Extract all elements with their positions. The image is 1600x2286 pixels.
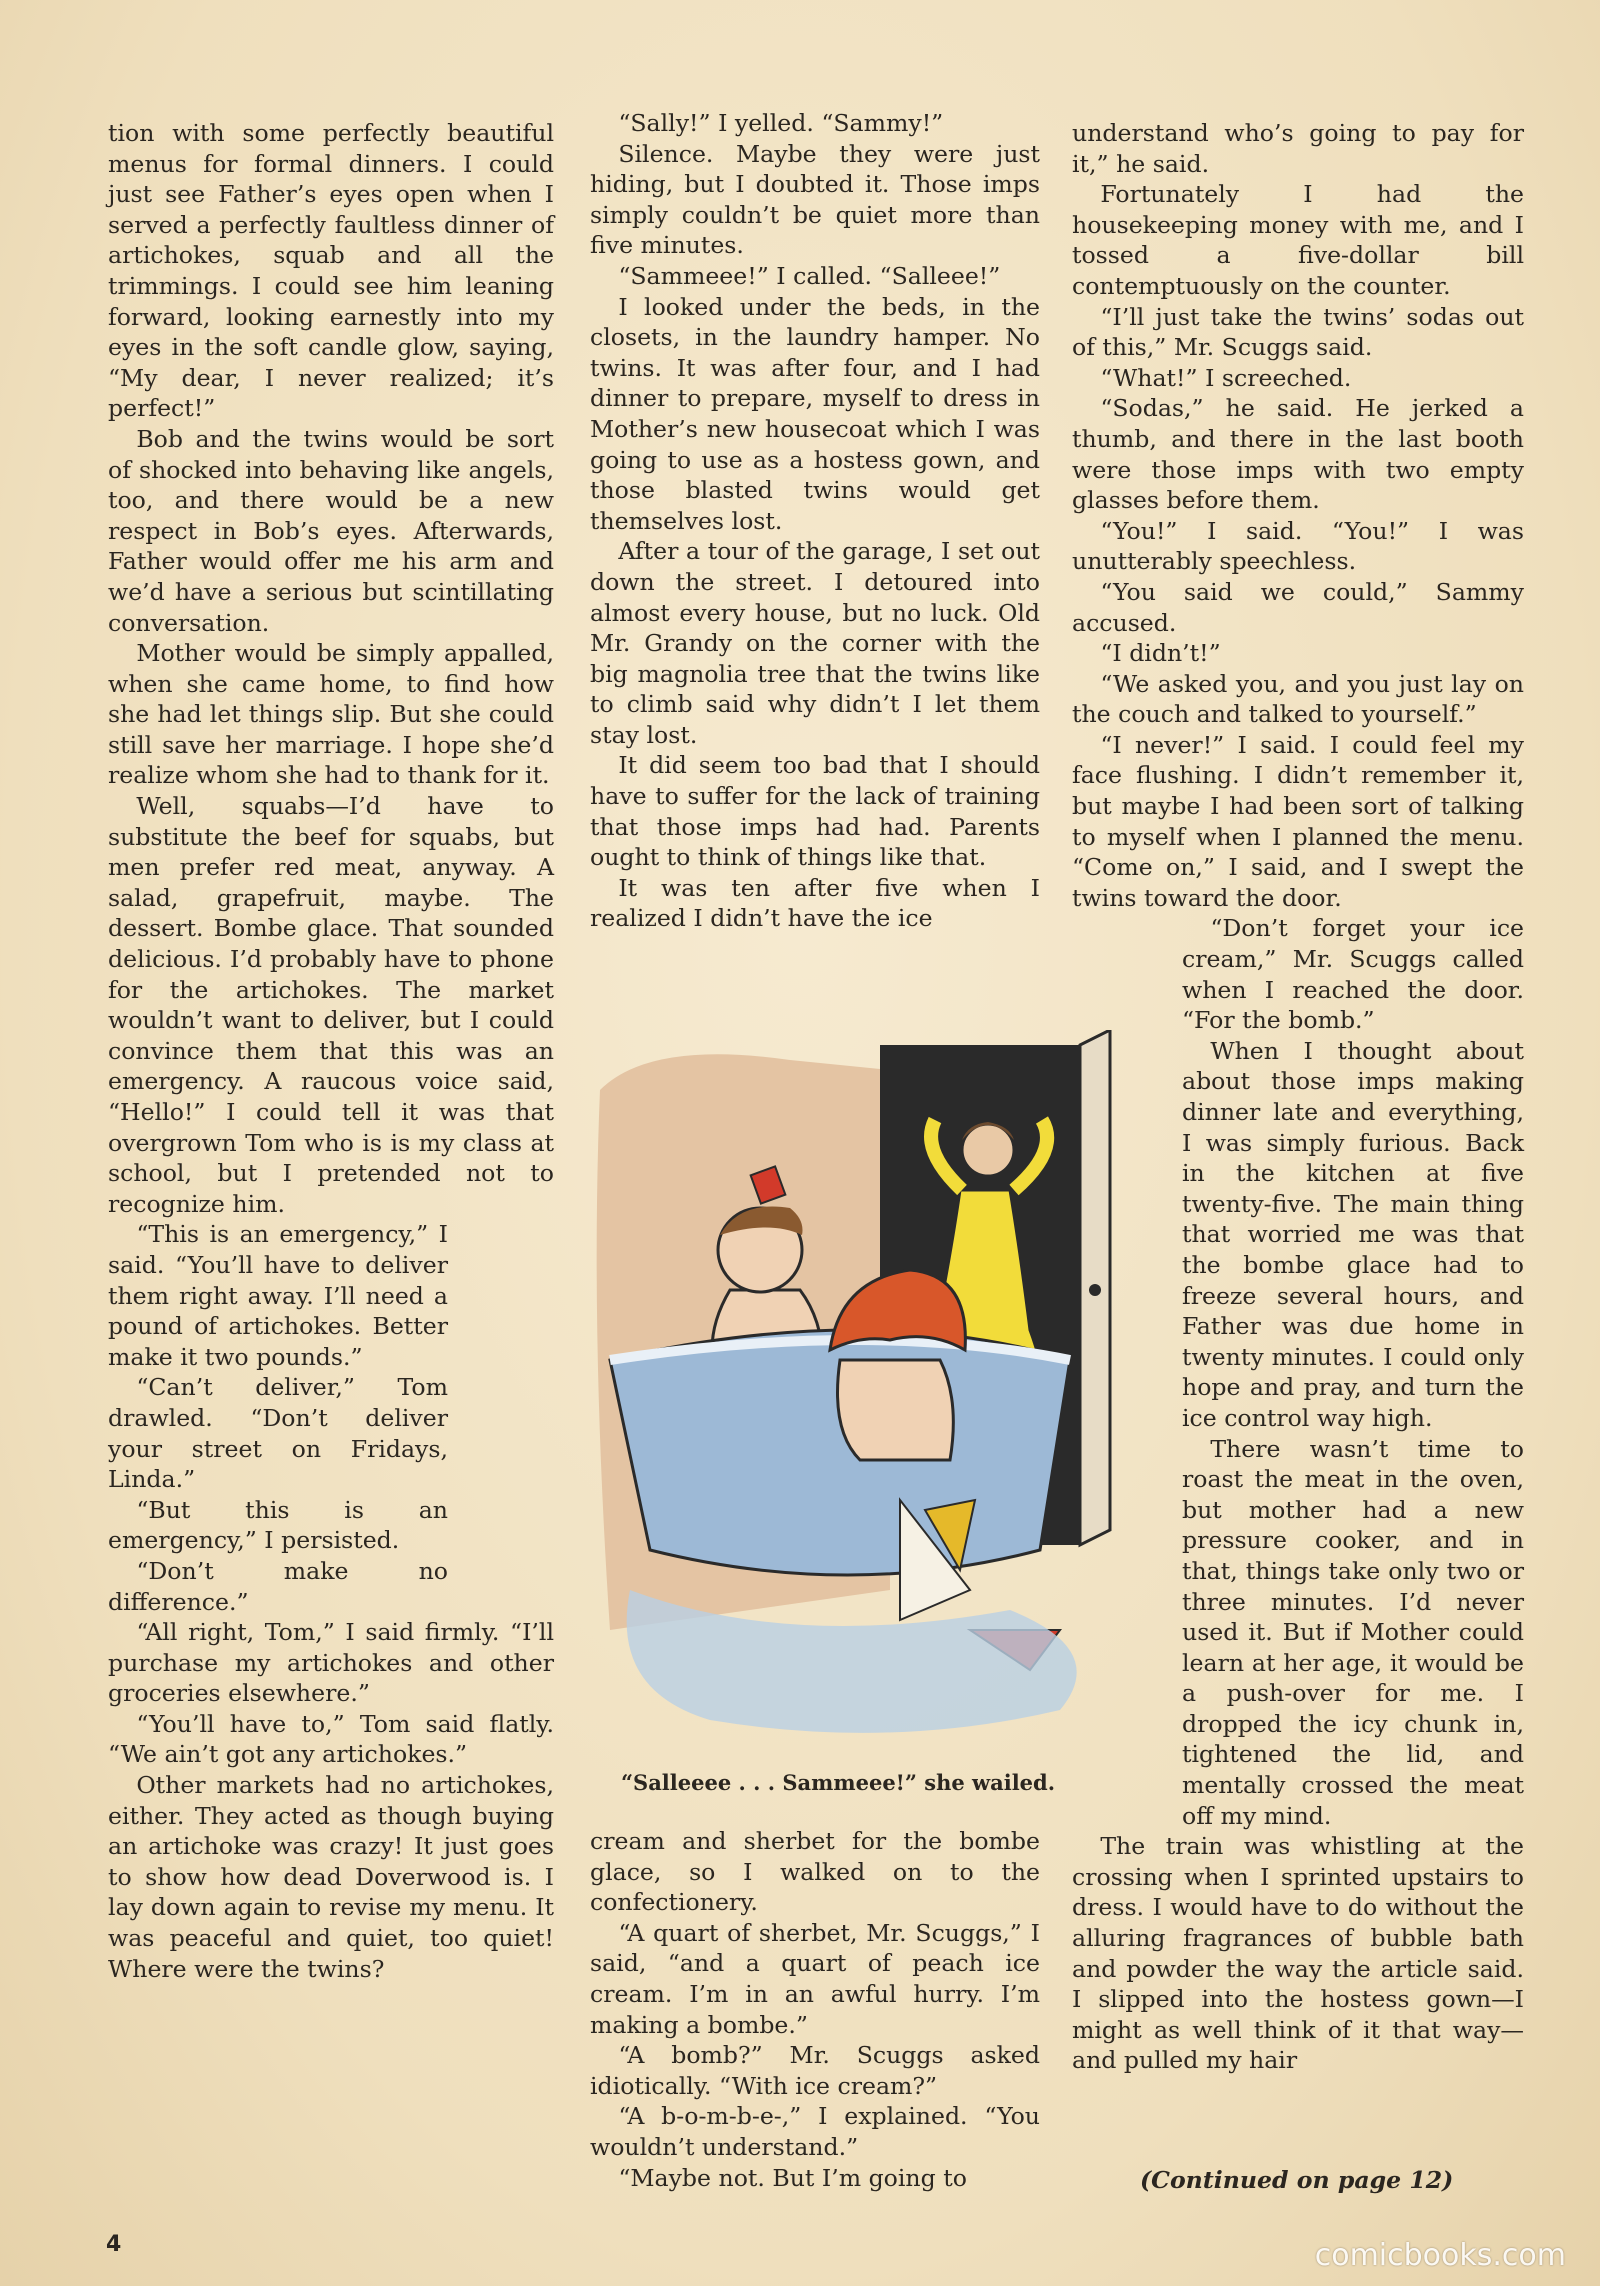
paragraph: It did seem too bad that I should have to suffer for the lack of training that those imps had had. Parents ought to think of things like that. xyxy=(590,751,1040,872)
paragraph: “I never!” I said. I could feel my face flushing. I didn’t remember it, but maybe I had been sort of talking to myself when I planned the menu. “Come on,” I said, and I swept the twins toward the door. xyxy=(1072,730,1524,912)
paragraph: Silence. Maybe they were just hiding, but I doubted it. Those imps simply couldn’t be quiet more than five minutes. xyxy=(590,139,1040,260)
paragraph: “You!” I said. “You!” I was unutterably speechless. xyxy=(1072,516,1524,576)
paragraph: understand who’s going to pay for it,” he said. xyxy=(1072,119,1524,178)
continued-notice: (Continued on page 12) xyxy=(1140,2166,1454,2194)
paragraph: “We asked you, and you just lay on the couch and talked to yourself.” xyxy=(1072,669,1524,729)
paragraph: “This is an emergency,” I said. “You’ll have to deliver them right away. I’ll need a pound of artichokes. Better make it two pounds.” xyxy=(108,1220,448,1371)
watermark: comicbooks.com xyxy=(1314,2238,1566,2273)
paragraph: Mother would be simply appalled, when she came home, to find how she had let things slip. But she could still save her marriage. I hope she’d realize whom she had to thank for it. xyxy=(108,639,554,790)
paragraph: “A quart of sherbet, Mr. Scuggs,” I said, “and a quart of peach ice cream. I’m in an awful hurry. I’m making a bombe.” xyxy=(590,1918,1040,2039)
paragraph: “A b-o-m-b-e-,” I explained. “You wouldn’t understand.” xyxy=(590,2102,1040,2161)
paragraph: “A bomb?” Mr. Scuggs asked idiotically. “With ice cream?” xyxy=(590,2041,1040,2100)
text-column-3 xyxy=(1072,118,1524,2076)
paragraph: “Sally!” I yelled. “Sammy!” xyxy=(618,109,944,137)
paragraph: “I’ll just take the twins’ sodas out of this,” Mr. Scuggs said. xyxy=(1072,302,1524,362)
paragraph: Bob and the twins would be sort of shocked into behaving like angels, too, and there would be a new respect in Bob’s eyes. Afterwards, Father would offer me his arm and we’d have a serious but scintillating conversation. xyxy=(108,424,554,637)
paragraph: “Don’t forget your ice cream,” Mr. Scuggs called when I reached the door. “For the bomb.” xyxy=(1182,914,1524,1035)
story-illustration xyxy=(590,1030,1130,1770)
paragraph: Fortunately I had the housekeeping money with me, and I tossed a five-dollar bill contemptuously on the counter. xyxy=(1072,180,1524,300)
text-column-1 xyxy=(108,118,554,1984)
paragraph: “Sammeee!” I called. “Salleee!” xyxy=(618,261,1001,290)
paragraph: The train was whistling at the crossing when I sprinted upstairs to dress. I would have to do without the alluring fragrances of bubble bath and powder the way the article said. I slipped into the hostess gown—I might as well think of it that way—and pulled my hair xyxy=(1072,1832,1524,2075)
illustration-caption: “Salleeee . . . Sammeee!” she wailed. xyxy=(620,1770,1056,1795)
paragraph: “Don’t make no difference.” xyxy=(108,1556,448,1616)
paragraph: Other markets had no artichokes, either. They acted as though buying an artichoke was crazy! It just goes to show how dead Doverwood is. I lay down again to revise my menu. It was peaceful and quiet, too quiet! Where were the twins? xyxy=(108,1771,554,1983)
paragraph: “Sodas,” he said. He jerked a thumb, and there in the last booth were those imps with two empty glasses before them. xyxy=(1072,394,1524,515)
water-puddle xyxy=(627,1590,1077,1733)
page-number: 4 xyxy=(106,2232,122,2257)
text-column-2 xyxy=(590,108,1040,934)
paragraph: I looked under the beds, in the closets, in the laundry hamper. No twins. It was after four, and I had dinner to prepare, myself to dress in Mother’s new housecoat which I was going to use as a hostess gown, and those blasted twins would get themselves lost. xyxy=(590,292,1040,535)
paragraph: “You’ll have to,” Tom said flatly. “We ain’t got any artichokes.” xyxy=(108,1709,554,1769)
paragraph: tion with some perfectly beautiful menus for formal dinners. I could just see Father’s eyes open when I served a perfectly faultless dinner of artichokes, squab and all the trimmings. I could see him leaning forward, looking earnestly into my eyes in the soft candle glow, saying, “My dear, I never realized; it’s perfect!” xyxy=(108,119,554,423)
paragraph: “But this is an emergency,” I persisted. xyxy=(108,1495,448,1555)
paragraph: “I didn’t!” xyxy=(1100,639,1221,668)
paragraph: It was ten after five when I realized I didn’t have the ice xyxy=(590,873,1040,933)
paragraph: There wasn’t time to roast the meat in the oven, but mother had a new pressure cooker, and in that, things take only two or three minutes. I’d never used it. But if Mother could learn at her age, it would be a push-over for me. I dropped the icy chunk in, tightened the lid, and mentally crossed the meat off my mind. xyxy=(1182,1434,1524,1830)
paragraph: cream and sherbet for the bombe glace, so I walked on to the confectionery. xyxy=(590,1827,1040,1917)
girl-body xyxy=(838,1360,954,1460)
paragraph: After a tour of the garage, I set out down the street. I detoured into almost every house, but no luck. Old Mr. Grandy on the corner with the big magnolia tree that the twins like to climb said why didn’t I let them stay lost. xyxy=(590,537,1040,749)
paragraph: “Can’t deliver,” Tom drawled. “Don’t deliver your street on Fridays, Linda.” xyxy=(108,1373,448,1494)
paragraph: “Maybe not. But I’m going to xyxy=(618,2163,967,2192)
paragraph: When I thought about about those imps making dinner late and everything, I was simply furious. Back in the kitchen at five twenty-five. The main thing that worried me was that the bombe glace had to freeze several hours, and Father was due home in twenty minutes. I could only hope and pray, and turn the ice control way high. xyxy=(1182,1036,1524,1432)
text-column-2-lower xyxy=(590,1826,1040,2193)
paragraph: “All right, Tom,” I said firmly. “I’ll purchase my artichokes and other groceries elsewhere.” xyxy=(108,1618,554,1708)
paragraph: “You said we could,” Sammy accused. xyxy=(1072,577,1524,637)
paragraph: Well, squabs—I’d have to substitute the beef for squabs, but men prefer red meat, anyway. A salad, grapefruit, maybe. The dessert. Bombe glace. That sounded delicious. I’d probably have to phone for the artichokes. The market wouldn’t want to deliver, but I could convince them that this was an emergency. A raucous voice said, “Hello!” I could tell it was that overgrown Tom who is is my class at school, but I pretended not to recognize him. xyxy=(108,792,554,1218)
paragraph: “What!” I screeched. xyxy=(1100,363,1352,392)
